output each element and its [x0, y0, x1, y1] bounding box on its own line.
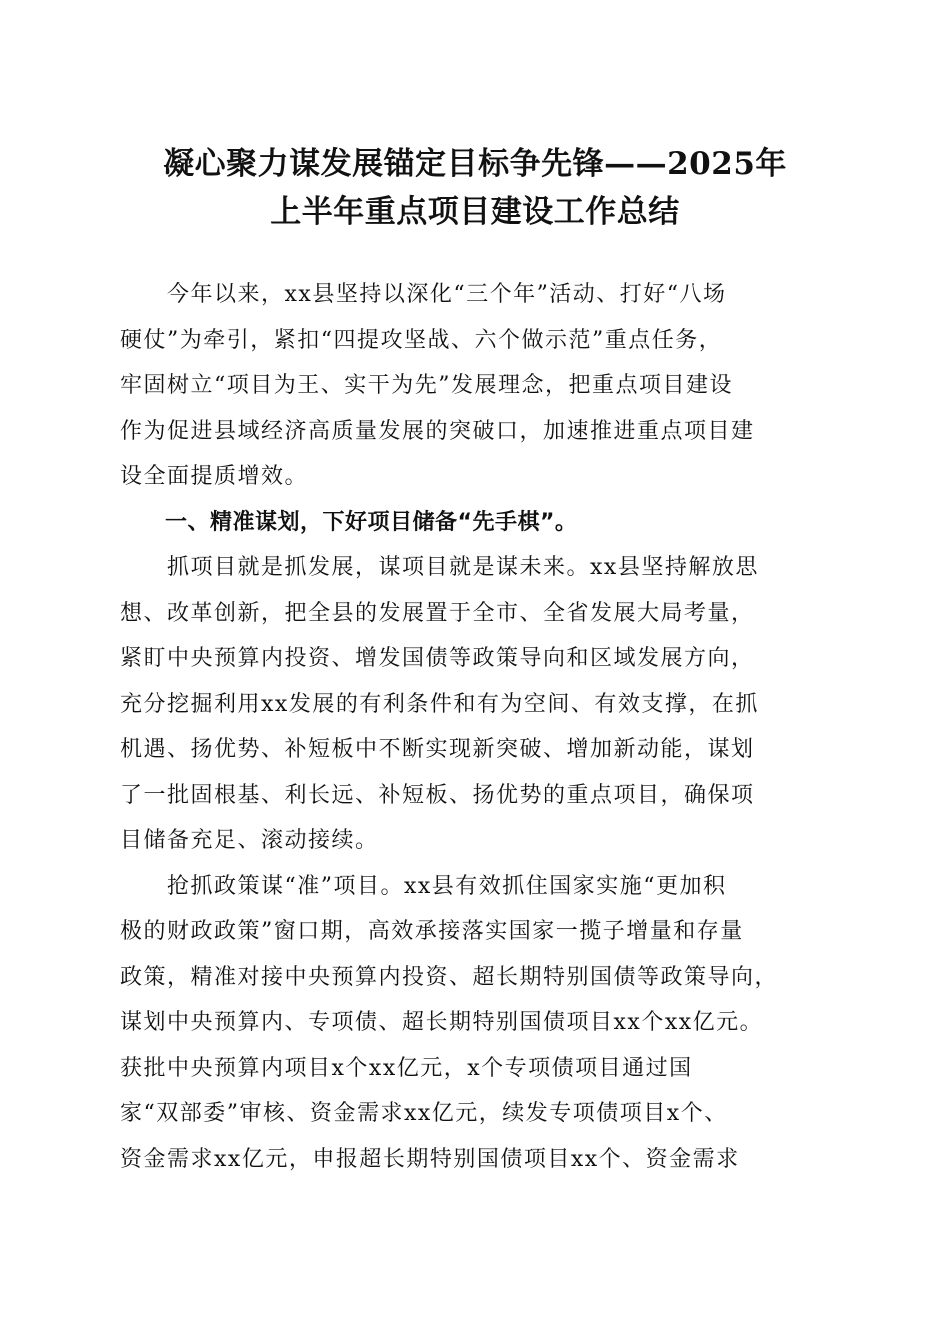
text-line: 今年以来，xx县坚持以深化“三个年”活动、打好“八场	[120, 282, 727, 307]
document-body	[120, 272, 832, 1182]
text-line: 抢抓政策谋“准”项目。xx县有效抓住国家实施“更加积	[120, 873, 727, 899]
text-line: 紧盯中央预算内投资、增发国债等政策导向和区域发展方向，	[120, 646, 755, 671]
intro-paragraph	[120, 272, 832, 500]
text-line: 设全面提质增效。	[120, 464, 309, 489]
section-paragraph-2	[120, 864, 832, 1183]
title-line-2: 上半年重点项目建设工作总结	[270, 194, 680, 230]
text-line: 目储备充足、滚动接续。	[120, 828, 379, 853]
text-line: 极的财政政策”窗口期，高效承接落实国家一揽子增量和存量	[120, 919, 744, 944]
text-line: 谋划中央预算内、专项债、超长期特别国债项目xx个xx亿元。	[120, 1010, 764, 1035]
text-line: 了一批固根基、利长远、补短板、扬优势的重点项目，确保项	[120, 782, 755, 808]
text-line: 充分挖掘利用xx发展的有利条件和有为空间、有效支撑，在抓	[120, 691, 759, 717]
text-line: 家“双部委”审核、资金需求xx亿元，续发专项债项目x个、	[120, 1101, 728, 1126]
title-line-1: 凝心聚力谋发展锚定目标争先锋——2025年	[163, 146, 787, 182]
text-line: 牢固树立“项目为王、实干为先”发展理念，把重点项目建设	[120, 373, 733, 398]
text-line: 硬仗”为牵引，紧扣“四提攻坚战、六个做示范”重点任务，	[120, 327, 723, 353]
text-line: 抓项目就是抓发展，谋项目就是谋未来。xx县坚持解放思	[120, 555, 759, 580]
section-heading	[120, 500, 832, 546]
text-line: 政策，精准对接中央预算内投资、超长期特别国债等政策导向，	[120, 964, 779, 990]
text-line: 机遇、扬优势、补短板中不断实现新突破、增加新动能，谋划	[120, 737, 755, 762]
section-paragraph-1	[120, 545, 832, 864]
heading-line: 一、精准谋划，下好项目储备“先手棋”。	[120, 509, 578, 535]
text-line: 获批中央预算内项目x个xx亿元，x个专项债项目通过国	[120, 1055, 693, 1081]
text-line: 作为促进县域经济高质量发展的突破口，加速推进重点项目建	[120, 418, 755, 444]
text-line: 资金需求xx亿元，申报超长期特别国债项目xx个、资金需求	[120, 1146, 740, 1172]
document-title	[90, 140, 860, 236]
text-line: 想、改革创新，把全县的发展置于全市、全省发展大局考量，	[120, 600, 755, 626]
